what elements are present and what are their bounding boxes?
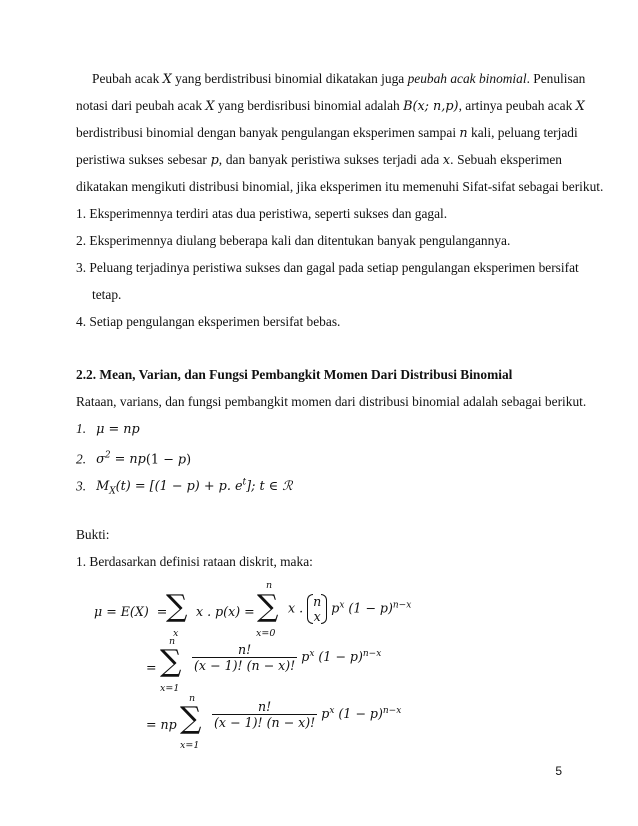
para1-line5: dikatakan mengikuti distribusi binomial, jika eksperimen itu memenuhi Sifat-sifat sebagai berikut. xyxy=(76,179,604,194)
list-item: 4. Setiap pengulangan eksperimen bersifat bebas. xyxy=(76,314,341,329)
list-item: 3. Peluang terjadinya peristiwa sukses dan gagal pada setiap pengulangan eksperimen bersifat xyxy=(76,260,579,275)
list-item-continuation: tetap. xyxy=(92,287,122,302)
eq-row2-eq: = xyxy=(146,660,157,675)
sum-lower-limit: x=0 xyxy=(256,628,276,639)
sum-symbol: ∑ xyxy=(166,589,188,624)
para1-line4: peristiwa sukses sebesar p, dan banyak peristiwa sukses terjadi ada x. Sebuah eksperimen xyxy=(76,152,563,168)
eq-row1-mid: x . p(x) = xyxy=(196,604,255,619)
para1-line2: notasi dari peubah acak X yang berdisribusi binomial adalah B(x; n,p), artinya peubah acak X xyxy=(76,98,585,114)
eq-row1-rhs: x . n x $p^x$ $(1 - p)^{n-x}$ xyxy=(288,594,412,624)
sum-upper-limit: n xyxy=(169,636,176,647)
proof-title: Bukti: xyxy=(76,527,110,542)
list-item: 2. Eksperimennya diulang beberapa kali dan ditentukan banyak pengulangannya. xyxy=(76,233,511,248)
section-intro: Rataan, varians, dan fungsi pembangkit momen dari distribusi binomial adalah sebagai berikut. xyxy=(76,394,587,409)
eq-row1-lhs: μ = E(X) = xyxy=(94,604,168,619)
eq-row3-lhs: = np xyxy=(146,717,177,732)
sum-upper-limit: n xyxy=(266,580,273,591)
sum-symbol: ∑ xyxy=(257,589,279,624)
list-item: 1. Eksperimennya terdiri atas dua peristiwa, seperti sukses dan gagal. xyxy=(76,206,448,221)
sum-lower-limit: x=1 xyxy=(180,740,200,751)
eq-row3-rhs: $\frac{n!}{(x - 1)! (n - x)!}$ $p^x$ $(1 - p)^{n-x}$ xyxy=(214,699,402,730)
eq-row2-rhs: $\frac{n!}{(x - 1)! (n - x)!}$ $p^x$ $(1 - p)^{n-x}$ xyxy=(194,642,382,673)
sum-lower-limit: x=1 xyxy=(160,683,180,694)
sum-lower-limit: x xyxy=(173,628,179,639)
section-heading: 2.2. Mean, Varian, dan Fungsi Pembangkit Momen Dari Distribusi Binomial xyxy=(76,367,513,382)
para1-line3: berdistribusi binomial dengan banyak pengulangan eksperimen sampai n kali, peluang terjadi xyxy=(76,125,578,141)
sum-symbol: ∑ xyxy=(160,644,182,679)
formula-variance: 2. $\sigma^2 = np(1 - p)$ xyxy=(76,451,192,468)
proof-step1: 1. Berdasarkan definisi rataan diskrit, maka: xyxy=(76,554,313,569)
sum-upper-limit: n xyxy=(189,693,196,704)
sum-symbol: ∑ xyxy=(180,701,202,736)
para1-line1: Peubah acak X yang berdistribusi binomial dikatakan juga peubah acak binomial. Penulisan xyxy=(92,71,586,87)
formula-mean: 1. μ = np xyxy=(76,421,140,437)
formula-mgf: 3. $M_X(t) = [(1 - p) + p$. $e^t$]; t ∈ ℛ xyxy=(76,478,293,497)
page-number: 5 xyxy=(555,764,562,778)
